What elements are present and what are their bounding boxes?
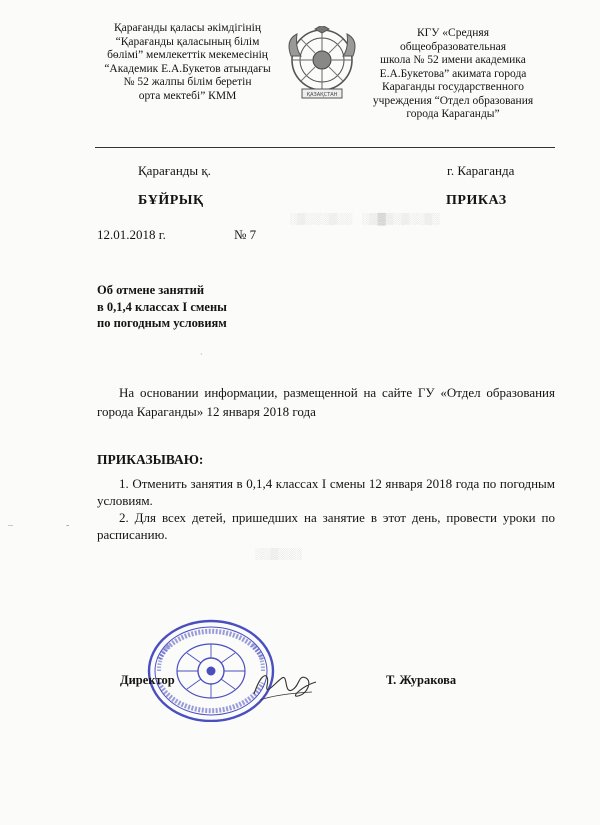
basis-paragraph: На основании информации, размещенной на сайте ГУ «Отдел образования города Караганды» 12 января 2018 года [97,385,555,419]
subject-line: по погодным условиям [97,316,227,330]
header-right-block [358,27,548,122]
scan-artifact: – [8,520,13,531]
scan-artifact: ░▒░░░▒░░ [290,213,353,225]
order-item: 1. Отменить занятия в 0,1,4 классах I смены 12 января 2018 года по погодным условиям. [97,476,555,508]
order-number: № 7 [234,227,257,242]
header-right-line: общеобразовательная [400,40,506,53]
header-left-block [95,22,280,103]
order-items [97,475,555,543]
header-left-line: “Қарағанды қаласының білім [115,35,260,48]
header-right-line: школа № 52 имени академика [380,54,526,66]
order-subject [97,282,227,332]
header-left-line: орта мектебі” КММ [138,89,237,102]
scan-artifact: - [66,520,70,531]
city-ru: г. Караганда [447,163,515,178]
signature-icon [250,664,320,706]
header-right-line: учреждения “Отдел образования [372,94,534,107]
header-left-line: Қарағанды қаласы әкімдігінің [113,22,262,34]
order-item: 2. Для всех детей, пришедших на занятие в этот день, провести уроки по расписанию. [97,510,555,542]
state-emblem-icon [287,26,357,102]
subject-line: Об отмене занятий [97,283,205,297]
signatory-role: Директор [120,673,175,687]
subject-line: в 0,1,4 классах I смены [97,299,227,314]
city-kz: Қарағанды қ. [138,163,211,178]
header-right-line: города Караганды” [406,108,500,120]
header-left-line: “Академик Е.А.Букетов атындағы [104,62,271,75]
header-right-line: Е.А.Букетова” акимата города [379,67,527,80]
header-left-line: бөлімі” мемлекеттік мекемесінің [107,49,268,61]
order-heading: ПРИКАЗЫВАЮ: [97,452,204,467]
signatory-name: Т. Журакова [386,673,457,687]
header-right-line: Караганды государственного [382,81,524,93]
scan-artifact: ░▒▓▒░▒░░▒░ [362,213,441,225]
header-right-line: КГУ «Средняя [416,27,490,39]
order-date: 12.01.2018 г. [97,227,166,242]
scan-artifact: ˎ [200,345,203,355]
header-divider [95,147,555,148]
header-left-line: № 52 жалпы білім беретін [123,76,252,88]
doc-title-kz: БҰЙРЫҚ [138,193,204,208]
scan-artifact: ░░▒░░░ [255,548,302,560]
emblem-banner-text: ҚАЗАҚСТАН [306,92,338,98]
doc-title-ru: ПРИКАЗ [446,193,507,208]
